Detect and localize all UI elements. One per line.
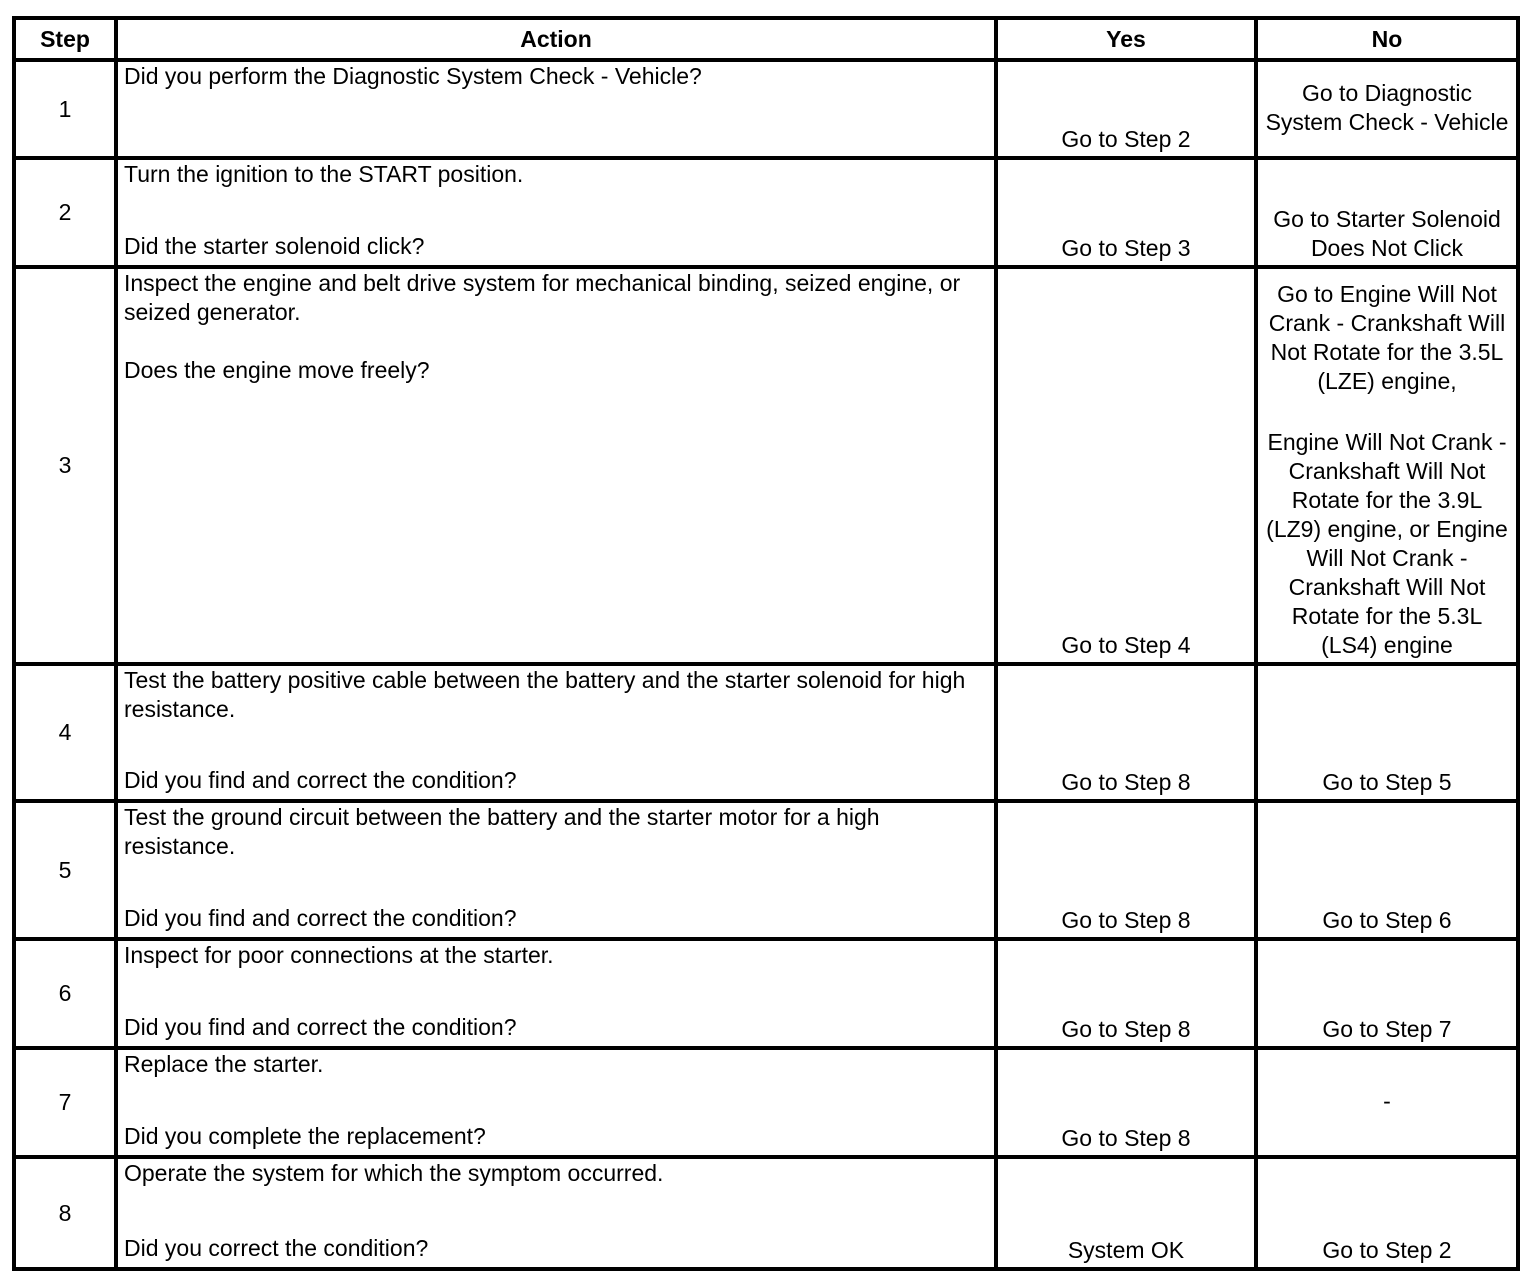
no-text: Go to Step 7 — [1322, 1016, 1452, 1042]
yes-cell: Go to Step 4 — [996, 267, 1256, 664]
step-number: 8 — [14, 1157, 116, 1269]
step-number: 1 — [14, 60, 116, 158]
action-text: Inspect for poor connections at the starter. — [124, 942, 554, 968]
header-yes: Yes — [996, 18, 1256, 60]
action-cell — [116, 158, 996, 267]
action-text: Test the battery positive cable between the battery and the starter solenoid for high resistance. — [124, 667, 966, 722]
no-cell — [1256, 158, 1518, 267]
no-cell — [1256, 801, 1518, 939]
action-question: Did you find and correct the condition? — [124, 1014, 517, 1040]
no-text: Go to Engine Will Not Crank - Crankshaft Will Not Rotate for the 3.5L (LZE) engine, — [1268, 281, 1506, 394]
step-number: 4 — [14, 664, 116, 801]
action-question: Did you find and correct the condition? — [124, 767, 517, 793]
action-question: Did the starter solenoid click? — [124, 233, 425, 259]
step-number: 7 — [14, 1048, 116, 1157]
action-cell — [116, 267, 996, 664]
no-text: - — [1383, 1088, 1391, 1114]
no-cell — [1256, 939, 1518, 1048]
action-question: Does the engine move freely? — [124, 357, 430, 383]
no-cell — [1256, 60, 1518, 158]
no-text: Go to Step 2 — [1322, 1237, 1452, 1263]
table-row — [14, 1048, 1518, 1157]
action-cell — [116, 1157, 996, 1269]
yes-cell: System OK — [996, 1157, 1256, 1269]
yes-cell: Go to Step 8 — [996, 939, 1256, 1048]
no-text: Go to Starter Solenoid Does Not Click — [1273, 206, 1501, 261]
table-row — [14, 939, 1518, 1048]
no-cell — [1256, 1157, 1518, 1269]
action-question: Did you correct the condition? — [124, 1235, 429, 1261]
no-text: Go to Step 5 — [1322, 769, 1452, 795]
no-cell — [1256, 1048, 1518, 1157]
action-text: Replace the starter. — [124, 1051, 324, 1077]
table-row — [14, 267, 1518, 664]
no-text: Engine Will Not Crank - Crankshaft Will Not Rotate for the 3.9L (LZ9) engine, or Engine Will Not Crank - Crankshaft Will Not Rotate for the 5.3L (LS4) engine — [1266, 429, 1508, 658]
yes-cell: Go to Step 8 — [996, 664, 1256, 801]
action-cell — [116, 60, 996, 158]
header-step: Step — [14, 18, 116, 60]
action-text: Turn the ignition to the START position. — [124, 161, 524, 187]
action-text: Inspect the engine and belt drive system for mechanical binding, seized engine, or seized generator. — [124, 270, 961, 325]
action-text: Did you perform the Diagnostic System Check - Vehicle? — [124, 63, 702, 89]
action-cell — [116, 939, 996, 1048]
step-number: 5 — [14, 801, 116, 939]
table-row — [14, 1157, 1518, 1269]
table-row — [14, 801, 1518, 939]
action-question: Did you find and correct the condition? — [124, 905, 517, 931]
action-cell — [116, 1048, 996, 1157]
table-row — [14, 60, 1518, 158]
step-number: 6 — [14, 939, 116, 1048]
action-cell — [116, 801, 996, 939]
yes-cell: Go to Step 8 — [996, 1048, 1256, 1157]
header-action: Action — [116, 18, 996, 60]
yes-cell: Go to Step 2 — [996, 60, 1256, 158]
yes-cell: Go to Step 8 — [996, 801, 1256, 939]
diagnostic-table — [12, 16, 1520, 1271]
no-text: Go to Diagnostic System Check - Vehicle — [1265, 80, 1509, 135]
step-number: 3 — [14, 267, 116, 664]
table-row — [14, 158, 1518, 267]
action-question: Did you complete the replacement? — [124, 1123, 486, 1149]
table-row — [14, 664, 1518, 801]
yes-cell: Go to Step 3 — [996, 158, 1256, 267]
action-text: Operate the system for which the symptom occurred. — [124, 1160, 664, 1186]
action-text: Test the ground circuit between the battery and the starter motor for a high resistance. — [124, 804, 880, 859]
no-text: Go to Step 6 — [1322, 907, 1452, 933]
no-cell — [1256, 664, 1518, 801]
action-cell — [116, 664, 996, 801]
header-row — [14, 18, 1518, 60]
no-cell — [1256, 267, 1518, 664]
header-no: No — [1256, 18, 1518, 60]
step-number: 2 — [14, 158, 116, 267]
